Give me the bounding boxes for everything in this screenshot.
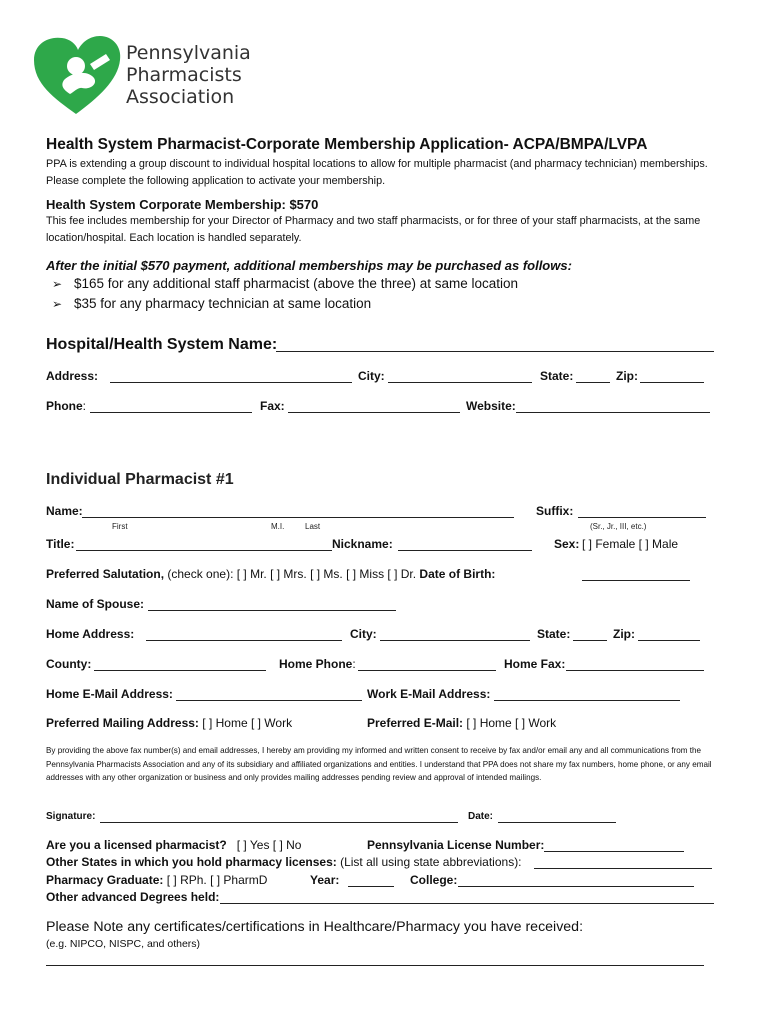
- suffix-hint: (Sr., Jr., III, etc.): [590, 522, 647, 531]
- org-name-line3: Association: [126, 86, 235, 108]
- home-email-label: Home E-Mail Address:: [46, 687, 173, 701]
- first-hint: First: [112, 522, 128, 531]
- additional-heading: After the initial $570 payment, additional memberships may be purchased as follows:: [46, 258, 572, 273]
- cert-example: (e.g. NIPCO, NISPC, and others): [46, 938, 201, 950]
- home-address-field[interactable]: [146, 640, 342, 641]
- name-label: Name:: [46, 504, 83, 518]
- spouse-label: Name of Spouse:: [46, 597, 145, 611]
- bullet-item: ➢ $35 for any pharmacy technician at same location: [52, 296, 372, 311]
- college-label: College:: [410, 873, 458, 887]
- nickname-label: Nickname:: [332, 537, 393, 551]
- org-name-line1: Pennsylvania: [126, 42, 251, 64]
- bullet-item: ➢ $165 for any additional staff pharmacist (above the three) at same location: [52, 276, 519, 291]
- website-label: Website:: [466, 399, 516, 413]
- license-number-field[interactable]: [544, 851, 684, 852]
- cert-field[interactable]: [46, 965, 704, 966]
- city-label: City:: [358, 369, 385, 383]
- home-state-field[interactable]: [573, 640, 607, 641]
- address-label: Address:: [46, 369, 99, 383]
- county-label: County:: [46, 657, 92, 671]
- date-field[interactable]: [498, 822, 616, 823]
- degrees-field[interactable]: [220, 903, 714, 904]
- home-state-label: State:: [537, 627, 571, 641]
- work-email-label: Work E-Mail Address:: [367, 687, 491, 701]
- dob-label: Date of Birth:: [419, 567, 496, 581]
- consent-text: By providing the above fax number(s) and email addresses, I hereby am providing my informed and written consent to receive by fax and/or email any and all communications from the Pennsylvania Pharmacists Association and any of its subsidiary and affiliated organizations and entities. I understand that PPA does not share my fax numbers, home phone, or any email addresses with any other organization or business and only provides mailing addresses pending review and approval of intended mailings.: [46, 746, 712, 782]
- state-field[interactable]: [576, 382, 610, 383]
- salutation-options[interactable]: : [ ] Mr. [ ] Mrs. [ ] Ms. [ ] Miss [ ] Dr.: [230, 567, 417, 581]
- zip-field[interactable]: [640, 382, 704, 383]
- home-fax-label: Home Fax:: [504, 657, 566, 671]
- dob-field[interactable]: [582, 580, 690, 581]
- state-label: State:: [540, 369, 574, 383]
- org-name: [126, 42, 251, 108]
- cert-note: Please Note any certificates/certifications in Healthcare/Pharmacy you have received:: [46, 919, 584, 935]
- home-email-field[interactable]: [176, 700, 362, 701]
- pharmacist-section-title: Individual Pharmacist #1: [46, 471, 234, 488]
- suffix-label: Suffix:: [536, 504, 574, 518]
- title-label: Title:: [46, 537, 75, 551]
- home-address-label: Home Address:: [46, 627, 135, 641]
- arrow-bullet-icon: ➢: [52, 297, 63, 311]
- hospital-name-field[interactable]: [276, 351, 714, 352]
- fee-text: This fee includes membership for your Director of Pharmacy and two staff pharmacists, or for three of your staff pharmacists, at the same location/hospital. Each location is handled separately.: [46, 215, 701, 244]
- hospital-name-label: Hospital/Health System Name:: [46, 336, 278, 353]
- county-field[interactable]: [94, 670, 266, 671]
- degrees-label: Other advanced Degrees held:: [46, 890, 220, 904]
- zip-label: Zip:: [616, 369, 638, 383]
- signature-field[interactable]: [100, 822, 458, 823]
- college-field[interactable]: [458, 886, 694, 887]
- check-one-hint: (check one): [167, 567, 231, 581]
- fax-label: Fax:: [260, 399, 285, 413]
- sex-options[interactable]: [ ] Female [ ] Male: [582, 537, 679, 551]
- home-city-label: City:: [350, 627, 377, 641]
- arrow-bullet-icon: ➢: [52, 277, 63, 291]
- phone-field[interactable]: [90, 412, 252, 413]
- home-fax-field[interactable]: [566, 670, 704, 671]
- title-field[interactable]: [76, 550, 332, 551]
- spouse-field[interactable]: [148, 610, 396, 611]
- fax-field[interactable]: [288, 412, 460, 413]
- other-states-row: Other States in which you hold pharmacy licenses: (List all using state abbreviations):: [46, 855, 522, 869]
- pref-email-row: Preferred E-Mail: [ ] Home [ ] Work: [367, 716, 557, 730]
- mailing-row: Preferred Mailing Address: [ ] Home [ ] Work: [46, 716, 293, 730]
- home-phone-field[interactable]: [358, 670, 496, 671]
- nickname-field[interactable]: [398, 550, 532, 551]
- pref-email-options[interactable]: [ ] Home [ ] Work: [466, 716, 557, 730]
- year-field[interactable]: [348, 886, 394, 887]
- mi-hint: M.I.: [271, 522, 285, 531]
- last-hint: Last: [305, 522, 321, 531]
- other-states-field[interactable]: [534, 868, 712, 869]
- address-field[interactable]: [110, 382, 352, 383]
- date-label: Date:: [468, 811, 494, 822]
- sex-label: Sex:: [554, 537, 580, 551]
- page-title: Health System Pharmacist-Corporate Membership Application- ACPA/BMPA/LVPA: [46, 136, 648, 153]
- name-field[interactable]: [82, 517, 514, 518]
- license-number-label: Pennsylvania License Number:: [367, 838, 545, 852]
- home-city-field[interactable]: [380, 640, 530, 641]
- graduate-options[interactable]: [ ] RPh. [ ] PharmD: [166, 873, 268, 887]
- licensed-options[interactable]: [ ] Yes [ ] No: [236, 838, 302, 852]
- org-name-line2: Pharmacists: [126, 64, 242, 86]
- mailing-options[interactable]: [ ] Home [ ] Work: [202, 716, 293, 730]
- year-label: Year:: [310, 873, 340, 887]
- home-zip-field[interactable]: [638, 640, 700, 641]
- signature-label: Signature:: [46, 811, 96, 822]
- work-email-field[interactable]: [494, 700, 680, 701]
- intro-text: PPA is extending a group discount to individual hospital locations to allow for multiple pharmacist (and pharmacy technician) memberships. Please complete the following application to activate your membership.: [46, 158, 708, 187]
- website-field[interactable]: [516, 412, 710, 413]
- home-zip-label: Zip:: [613, 627, 635, 641]
- phone-label: Phone:: [46, 399, 87, 413]
- salutation-row: Preferred Salutation, (check one): [ ] Mr. [ ] Mrs. [ ] Ms. [ ] Miss [ ] Dr. Date of Birth:: [46, 567, 496, 581]
- graduate-row: Pharmacy Graduate: [ ] RPh. [ ] PharmD: [46, 873, 268, 887]
- fee-heading: Health System Corporate Membership: $570: [46, 197, 319, 212]
- home-phone-label: Home Phone:: [279, 657, 356, 671]
- city-field[interactable]: [388, 382, 532, 383]
- licensed-row: Are you a licensed pharmacist? [ ] Yes [ ] No: [46, 838, 302, 852]
- suffix-field[interactable]: [578, 517, 706, 518]
